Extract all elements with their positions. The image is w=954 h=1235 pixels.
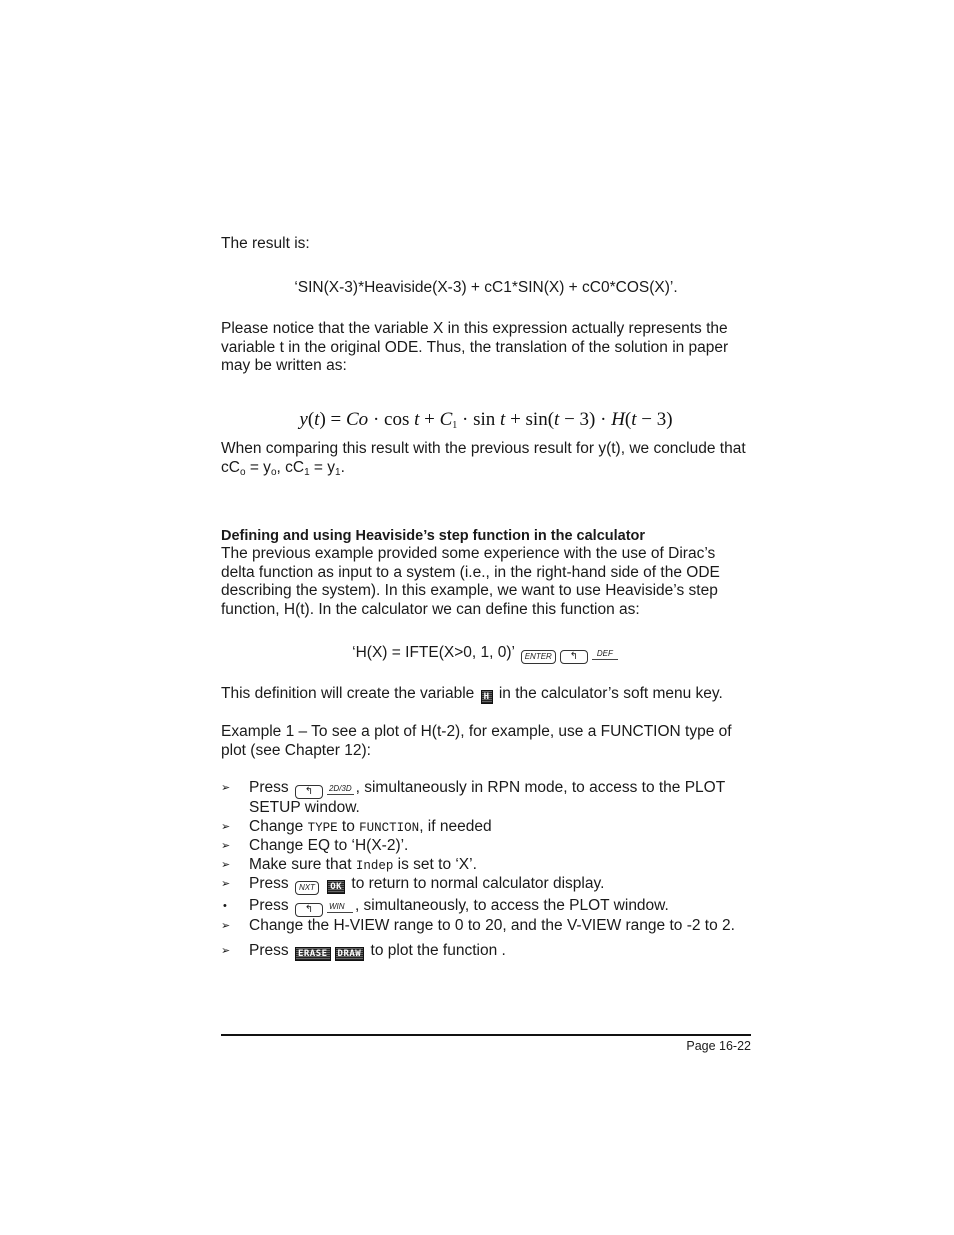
left-shift-key-icon[interactable]: ↰ (295, 785, 323, 799)
steps-list (221, 779, 756, 961)
nxt-key[interactable]: NXT (295, 881, 319, 895)
dot-bullet-icon: • (223, 900, 227, 912)
sub-o: o (239, 466, 246, 478)
compare-line: When comparing this result with the previous result for y(t), we conclude that (221, 440, 746, 457)
list-item (221, 897, 756, 917)
step-text: Change (249, 817, 308, 835)
def-sentence-before: This definition will create the variable (221, 685, 479, 702)
definition-line (221, 644, 751, 664)
arrow-bullet-icon: ➢ (221, 944, 231, 957)
step-text: to (337, 817, 360, 835)
step-text: Press (249, 897, 293, 914)
eq-text-2: = y (309, 458, 336, 476)
sub-1b: 1 (335, 466, 341, 478)
section-body: The previous example provided some experience with the use of Dirac’s delta function as input to a system (i.e., in the right-hand side of the ODE describing the system). In this example, we want to use Heaviside’s step function, H(t). In the calculator we can define this function as: (221, 545, 720, 618)
step-text: is set to ‘X’. (393, 855, 477, 873)
step-text: Press (249, 875, 293, 892)
list-item (221, 875, 756, 895)
indep-field-name: Indep (355, 858, 394, 873)
arrow-bullet-icon: ➢ (221, 920, 231, 932)
cc1-text: , cC (276, 458, 305, 476)
step-text: to plot the function . (366, 941, 506, 959)
definition-text: ‘H(X) = IFTE(X>0, 1, 0)’ (352, 644, 515, 661)
softkey-erase[interactable]: ERASE (295, 947, 331, 961)
step-text: Change the H-VIEW range to 0 to 20, and the V-VIEW range to -2 to 2. (249, 917, 735, 934)
section-heading: Defining and using Heaviside’s step function in the calculator (221, 528, 646, 544)
arrow-bullet-icon: ➢ (221, 782, 231, 794)
step-text: , simultaneously, to access the PLOT window. (354, 897, 669, 914)
footer-rule (221, 1034, 751, 1036)
enter-key[interactable]: ENTER (521, 650, 556, 664)
list-item (221, 837, 756, 856)
left-shift-key-icon[interactable]: ↰ (560, 650, 588, 664)
arrow-bullet-icon: ➢ (221, 840, 231, 852)
win-key-label: WIN (327, 902, 353, 913)
period: . (340, 458, 345, 476)
softkey-draw[interactable]: DRAW (335, 947, 365, 961)
arrow-bullet-icon: ➢ (221, 858, 231, 871)
definition-sentence (221, 685, 751, 704)
twod3d-key-label: 2D/3D (328, 784, 352, 793)
result-expression: ‘SIN(X-3)*Heaviside(X-3) + cC1*SIN(X) + cC0*COS(X)’. (294, 279, 678, 296)
compare-paragraph (221, 440, 751, 482)
function-option: FUNCTION (359, 820, 420, 835)
notice-paragraph: Please notice that the variable X in this expression actually represents the variable t in the original ODE. Thus, the translation of the solution in paper may be written as: (221, 320, 729, 374)
arrow-bullet-icon: ➢ (221, 820, 231, 833)
softkey-ok[interactable]: OK (327, 880, 345, 894)
step-text: to return to normal calculator display. (347, 875, 605, 892)
page-number: Page 16-22 (686, 1039, 751, 1053)
solution-formula: $y(t) = Co \cdot \cos t + C_1 \cdot \sin t + \sin(t - 3) \cdot H(t - 3)$ (299, 409, 673, 431)
sub-o2: o (270, 466, 277, 478)
cc-text: cC (221, 458, 240, 476)
list-item (221, 942, 756, 961)
step-text: Change EQ to ‘H(X-2)’. (249, 837, 409, 854)
step-text: , simultaneously in RPN mode, to access to the PLOT SETUP window. (249, 779, 725, 816)
arrow-bullet-icon: ➢ (221, 878, 231, 890)
left-shift-key-icon[interactable]: ↰ (295, 903, 323, 917)
eq-text: = y (245, 458, 271, 476)
step-text: Make sure that (249, 855, 356, 873)
softkey-h[interactable]: H (481, 690, 493, 704)
list-item (221, 779, 756, 818)
step-text: Press (249, 779, 293, 796)
example-paragraph: Example 1 – To see a plot of H(t-2), for example, use a FUNCTION type of plot (see Chapter 12): (221, 723, 732, 759)
sub-1: 1 (304, 466, 310, 478)
def-key-label: DEF (592, 649, 618, 660)
list-item (221, 818, 756, 838)
def-sentence-after: in the calculator’s soft menu key. (494, 685, 723, 702)
list-item (221, 856, 756, 876)
type-field-name: TYPE (307, 820, 338, 835)
step-text: , if needed (419, 817, 492, 835)
step-text: Press (249, 941, 293, 959)
result-intro: The result is: (221, 235, 310, 252)
list-item (221, 917, 756, 936)
